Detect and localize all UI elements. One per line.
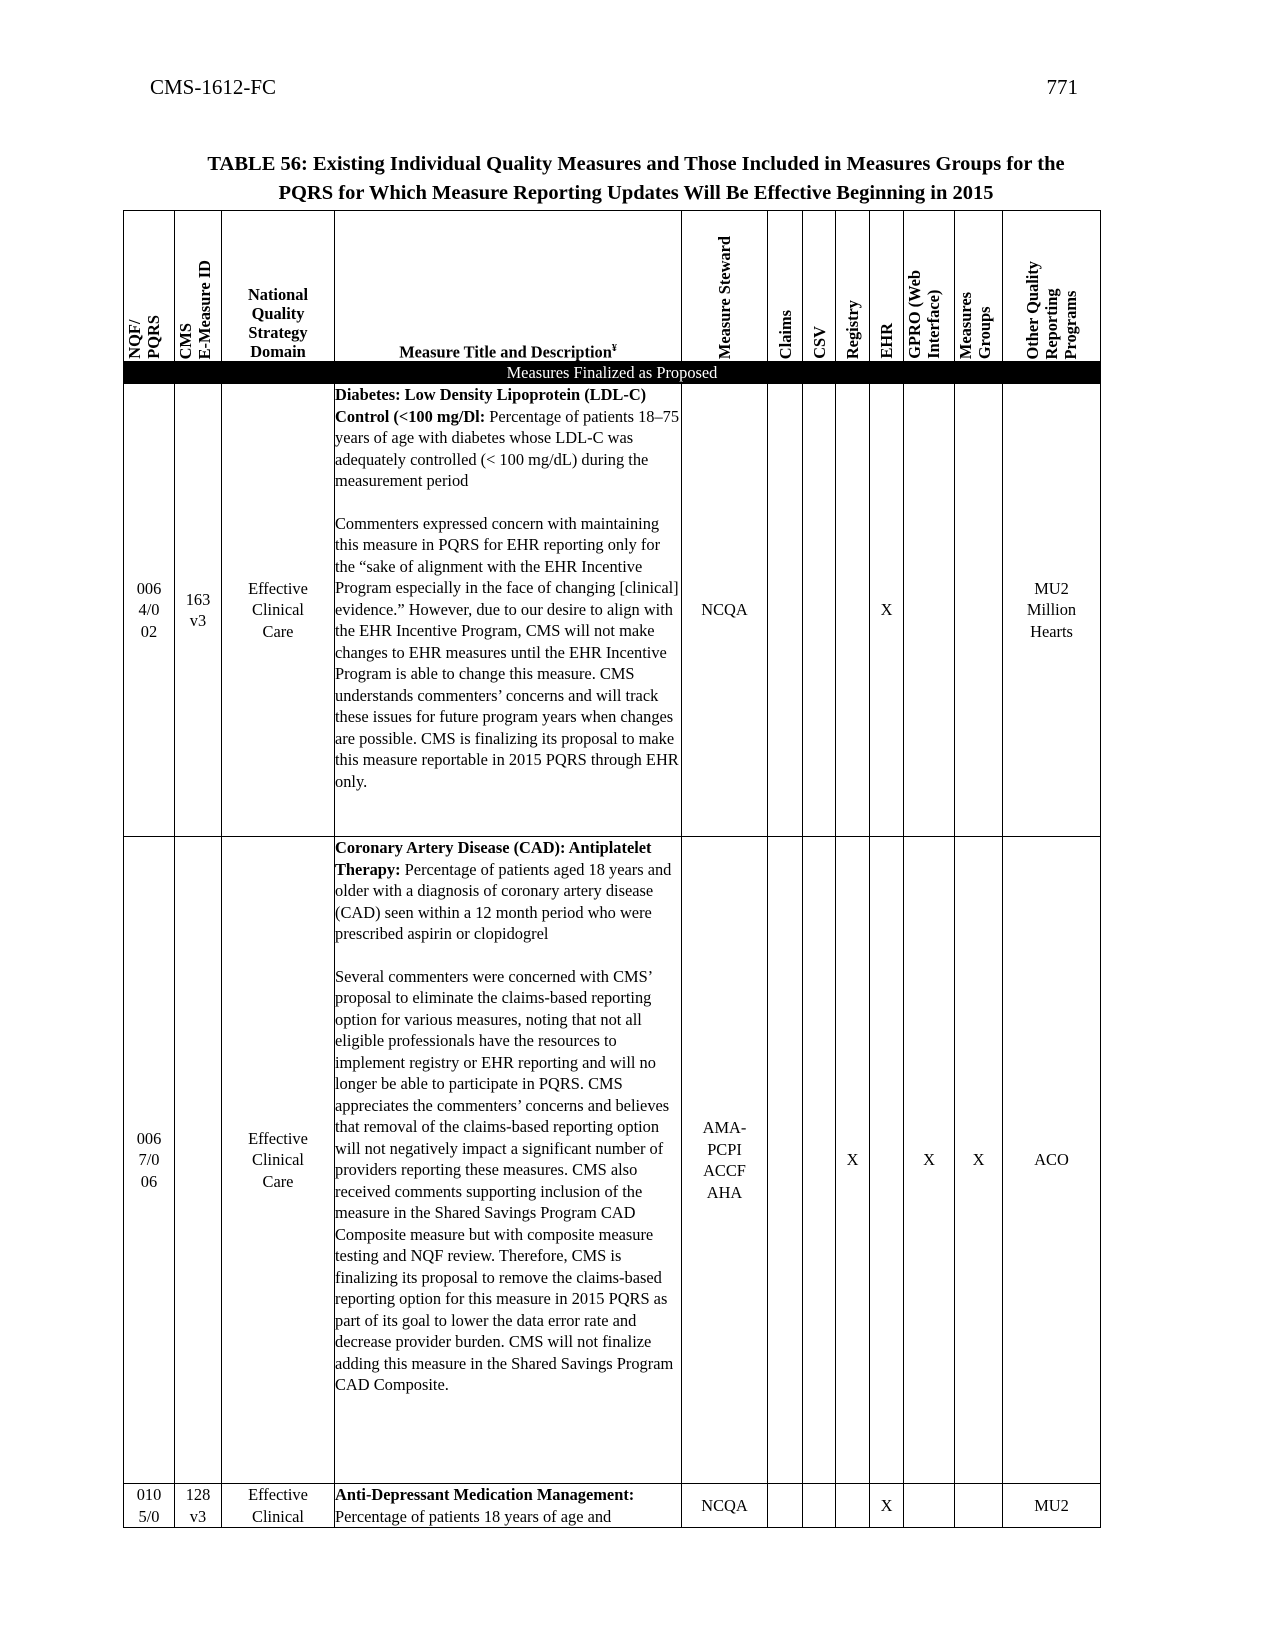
cell-gpro: X (904, 837, 955, 1484)
cell-nqf (124, 1484, 175, 1528)
domain-part: Care (262, 621, 294, 641)
nqf-part: 010 (136, 1485, 162, 1504)
cell-ehr (870, 837, 904, 1484)
header-registry (836, 211, 870, 362)
cell-csv (803, 1484, 836, 1528)
domain-part: Clinical (252, 1506, 304, 1526)
domain-part: Clinical (252, 1150, 304, 1170)
header-cms-line-1: CMS (176, 322, 195, 359)
domain-part: Effective (248, 1128, 308, 1148)
other-part: Hearts (1030, 621, 1073, 641)
cell-cms-id (175, 384, 222, 837)
nqf-part: 02 (140, 621, 158, 641)
cell-other (1003, 837, 1101, 1484)
header-domain-line-1: National (247, 285, 309, 304)
measure-title: Coronary Artery Disease (CAD): Antiplatelet Therapy: (335, 838, 652, 879)
cell-registry (836, 384, 870, 837)
cell-domain (222, 1484, 335, 1528)
measure-title: Anti-Depressant Medication Management: (335, 1485, 635, 1504)
domain-part: Effective (248, 1485, 308, 1504)
cms-id-part: 163 (185, 589, 211, 609)
steward-part: AHA (706, 1182, 743, 1202)
header-cms-emeasure-id (175, 211, 222, 362)
header-nqs-domain (222, 211, 335, 362)
measures-table (123, 210, 1152, 1528)
measure-definition: Percentage of patients aged 18 years and older with a diagnosis of coronary artery disease (CAD) seen within a 12 month period who were prescribed aspirin or clopidogrel (335, 859, 672, 943)
table-row (124, 1484, 1152, 1528)
cell-steward (682, 1484, 768, 1528)
cms-id-part: 128 (185, 1485, 211, 1504)
measure-definition: Percentage of patients 18–75 years of age with diabetes whose LDL-C was adequately controlled (< 100 mg/dL) during the measurement period (335, 406, 680, 490)
header-ehr (870, 211, 904, 362)
cell-cms-id (175, 1484, 222, 1528)
table-row (124, 384, 1152, 837)
cell-other (1003, 384, 1101, 837)
cell-nqf (124, 384, 175, 837)
other-part: Million (1026, 600, 1077, 620)
header-nqf-pqrs (124, 211, 175, 362)
cell-claims (768, 384, 803, 837)
table-title (122, 150, 1150, 208)
nqf-part: 4/0 (138, 600, 160, 620)
document-id: CMS-1612-FC (150, 75, 277, 99)
header-claims-text: Claims (775, 309, 795, 359)
header-csv-text: CSV (809, 326, 829, 359)
header-ehr-text: EHR (877, 323, 896, 359)
header-measure-steward (682, 211, 768, 362)
steward-part: PCPI (707, 1139, 742, 1159)
header-other-line-3: Programs (1061, 290, 1080, 359)
cell-csv (803, 837, 836, 1484)
steward-part: AMA- (702, 1118, 747, 1137)
cell-registry (836, 1484, 870, 1528)
header-measure-title (335, 211, 682, 362)
cms-id-part: v3 (189, 611, 207, 630)
table-row (124, 837, 1152, 1484)
cell-gpro (904, 384, 955, 837)
header-steward-text: Measure Steward (715, 235, 734, 359)
measure-comment: Several commenters were concerned with CMS’ proposal to eliminate the claims-based reporting option for various measures, noting that not all eligible professionals have the resources to implement registry or EHR reporting and will no longer be able to participate in PQRS. CMS appreciates the commenters’ concerns and believes that removal of the claims-based reporting option will not negatively impact a significant number of providers reporting these measures. CMS also received comments supporting inclusion of the measure in the Shared Savings Program CAD Composite measure but with composite measure testing and NQF review. Therefore, CMS is finalizing its proposal to remove the claims-based reporting option for this measure in 2015 PQRS as part of its goal to lower the data error rate and decrease provider burden. CMS will not finalize adding this measure in the Shared Savings Program CAD Composite. (335, 966, 674, 1394)
header-other-programs (1003, 211, 1101, 362)
steward-part: NCQA (701, 600, 748, 620)
table-title-line-2: PQRS for Which Measure Reporting Updates Will Be Effective Beginning in 2015 (278, 182, 994, 204)
table-title-line-1: TABLE 56: Existing Individual Quality Measures and Those Included in Measures Groups for the (207, 153, 1065, 175)
section-band: Measures Finalized as Proposed (124, 362, 1101, 384)
header-domain-line-2: Quality (251, 304, 305, 323)
header-other-line-1: Other Quality (1023, 260, 1042, 359)
header-gpro-line-1: GPRO (Web (905, 270, 924, 359)
domain-part: Care (262, 1171, 294, 1191)
header-cms-line-2: E-Measure ID (195, 259, 214, 359)
header-groups-line-2: Groups (975, 306, 994, 359)
cell-groups (955, 384, 1003, 837)
measure-title: Diabetes: Low Density Lipoprotein (LDL-C) Control (<100 mg/Dl: (335, 385, 647, 426)
cell-registry: X (836, 837, 870, 1484)
header-claims (768, 211, 803, 362)
cell-domain (222, 384, 335, 837)
header-nqf-line-1: NQF/ (125, 319, 144, 359)
nqf-part: 06 (140, 1171, 158, 1191)
page-number: 771 (1046, 75, 1078, 99)
steward-part: NCQA (701, 1495, 748, 1515)
header-csv (803, 211, 836, 362)
nqf-part: 006 (136, 1128, 162, 1148)
cell-groups: X (955, 837, 1003, 1484)
header-title-footnote-mark: ¥ (611, 342, 617, 354)
cell-ehr: X (870, 1484, 904, 1528)
measure-comment: Commenters expressed concern with maintaining this measure in PQRS for EHR reporting only for the “sake of alignment with the EHR Incentive Program especially in the face of changing [clinical] evidence.” However, due to our desire to align with the EHR Incentive Program, CMS will not make changes to EHR measures until the EHR Incentive Program is able to change this measure. CMS understands commenters’ concerns and will track these issues for future program years when changes are possible. CMS is finalizing its proposal to make this measure reportable in 2015 PQRS through EHR only. (335, 513, 679, 791)
header-measures-groups (955, 211, 1003, 362)
cell-description (335, 837, 682, 1484)
other-part: MU2 (1034, 1495, 1069, 1515)
header-other-line-2: Reporting (1042, 287, 1061, 359)
header-domain-line-4: Domain (250, 342, 306, 361)
cell-steward (682, 837, 768, 1484)
cell-nqf (124, 837, 175, 1484)
steward-part: ACCF (703, 1161, 746, 1180)
measure-definition: Percentage of patients 18 years of age and (335, 1506, 612, 1526)
cell-claims (768, 1484, 803, 1528)
cell-groups (955, 1484, 1003, 1528)
cell-other (1003, 1484, 1101, 1528)
header-groups-line-1: Measures (956, 291, 975, 359)
cell-domain (222, 837, 335, 1484)
domain-part: Clinical (252, 600, 304, 620)
nqf-part: 7/0 (138, 1150, 160, 1170)
header-registry-text: Registry (843, 299, 862, 359)
cms-id-part: v3 (189, 1506, 207, 1526)
other-part: MU2 (1034, 578, 1069, 598)
cell-cms-id (175, 837, 222, 1484)
cell-ehr: X (870, 384, 904, 837)
cell-claims (768, 837, 803, 1484)
header-nqf-line-2: PQRS (144, 315, 163, 359)
cell-csv (803, 384, 836, 837)
domain-part: Effective (248, 578, 308, 598)
other-part: ACO (1034, 1150, 1069, 1170)
header-domain-line-3: Strategy (248, 323, 308, 342)
cell-steward (682, 384, 768, 837)
column-header-row (124, 211, 1152, 362)
cell-gpro (904, 1484, 955, 1528)
nqf-part: 5/0 (138, 1506, 160, 1526)
cell-description (335, 384, 682, 837)
header-gpro (904, 211, 955, 362)
header-gpro-line-2: Interface) (924, 289, 943, 359)
nqf-part: 006 (136, 578, 162, 598)
cell-description (335, 1484, 682, 1528)
section-band-row (124, 362, 1152, 384)
header-title-text: Measure Title and Description (399, 342, 612, 361)
